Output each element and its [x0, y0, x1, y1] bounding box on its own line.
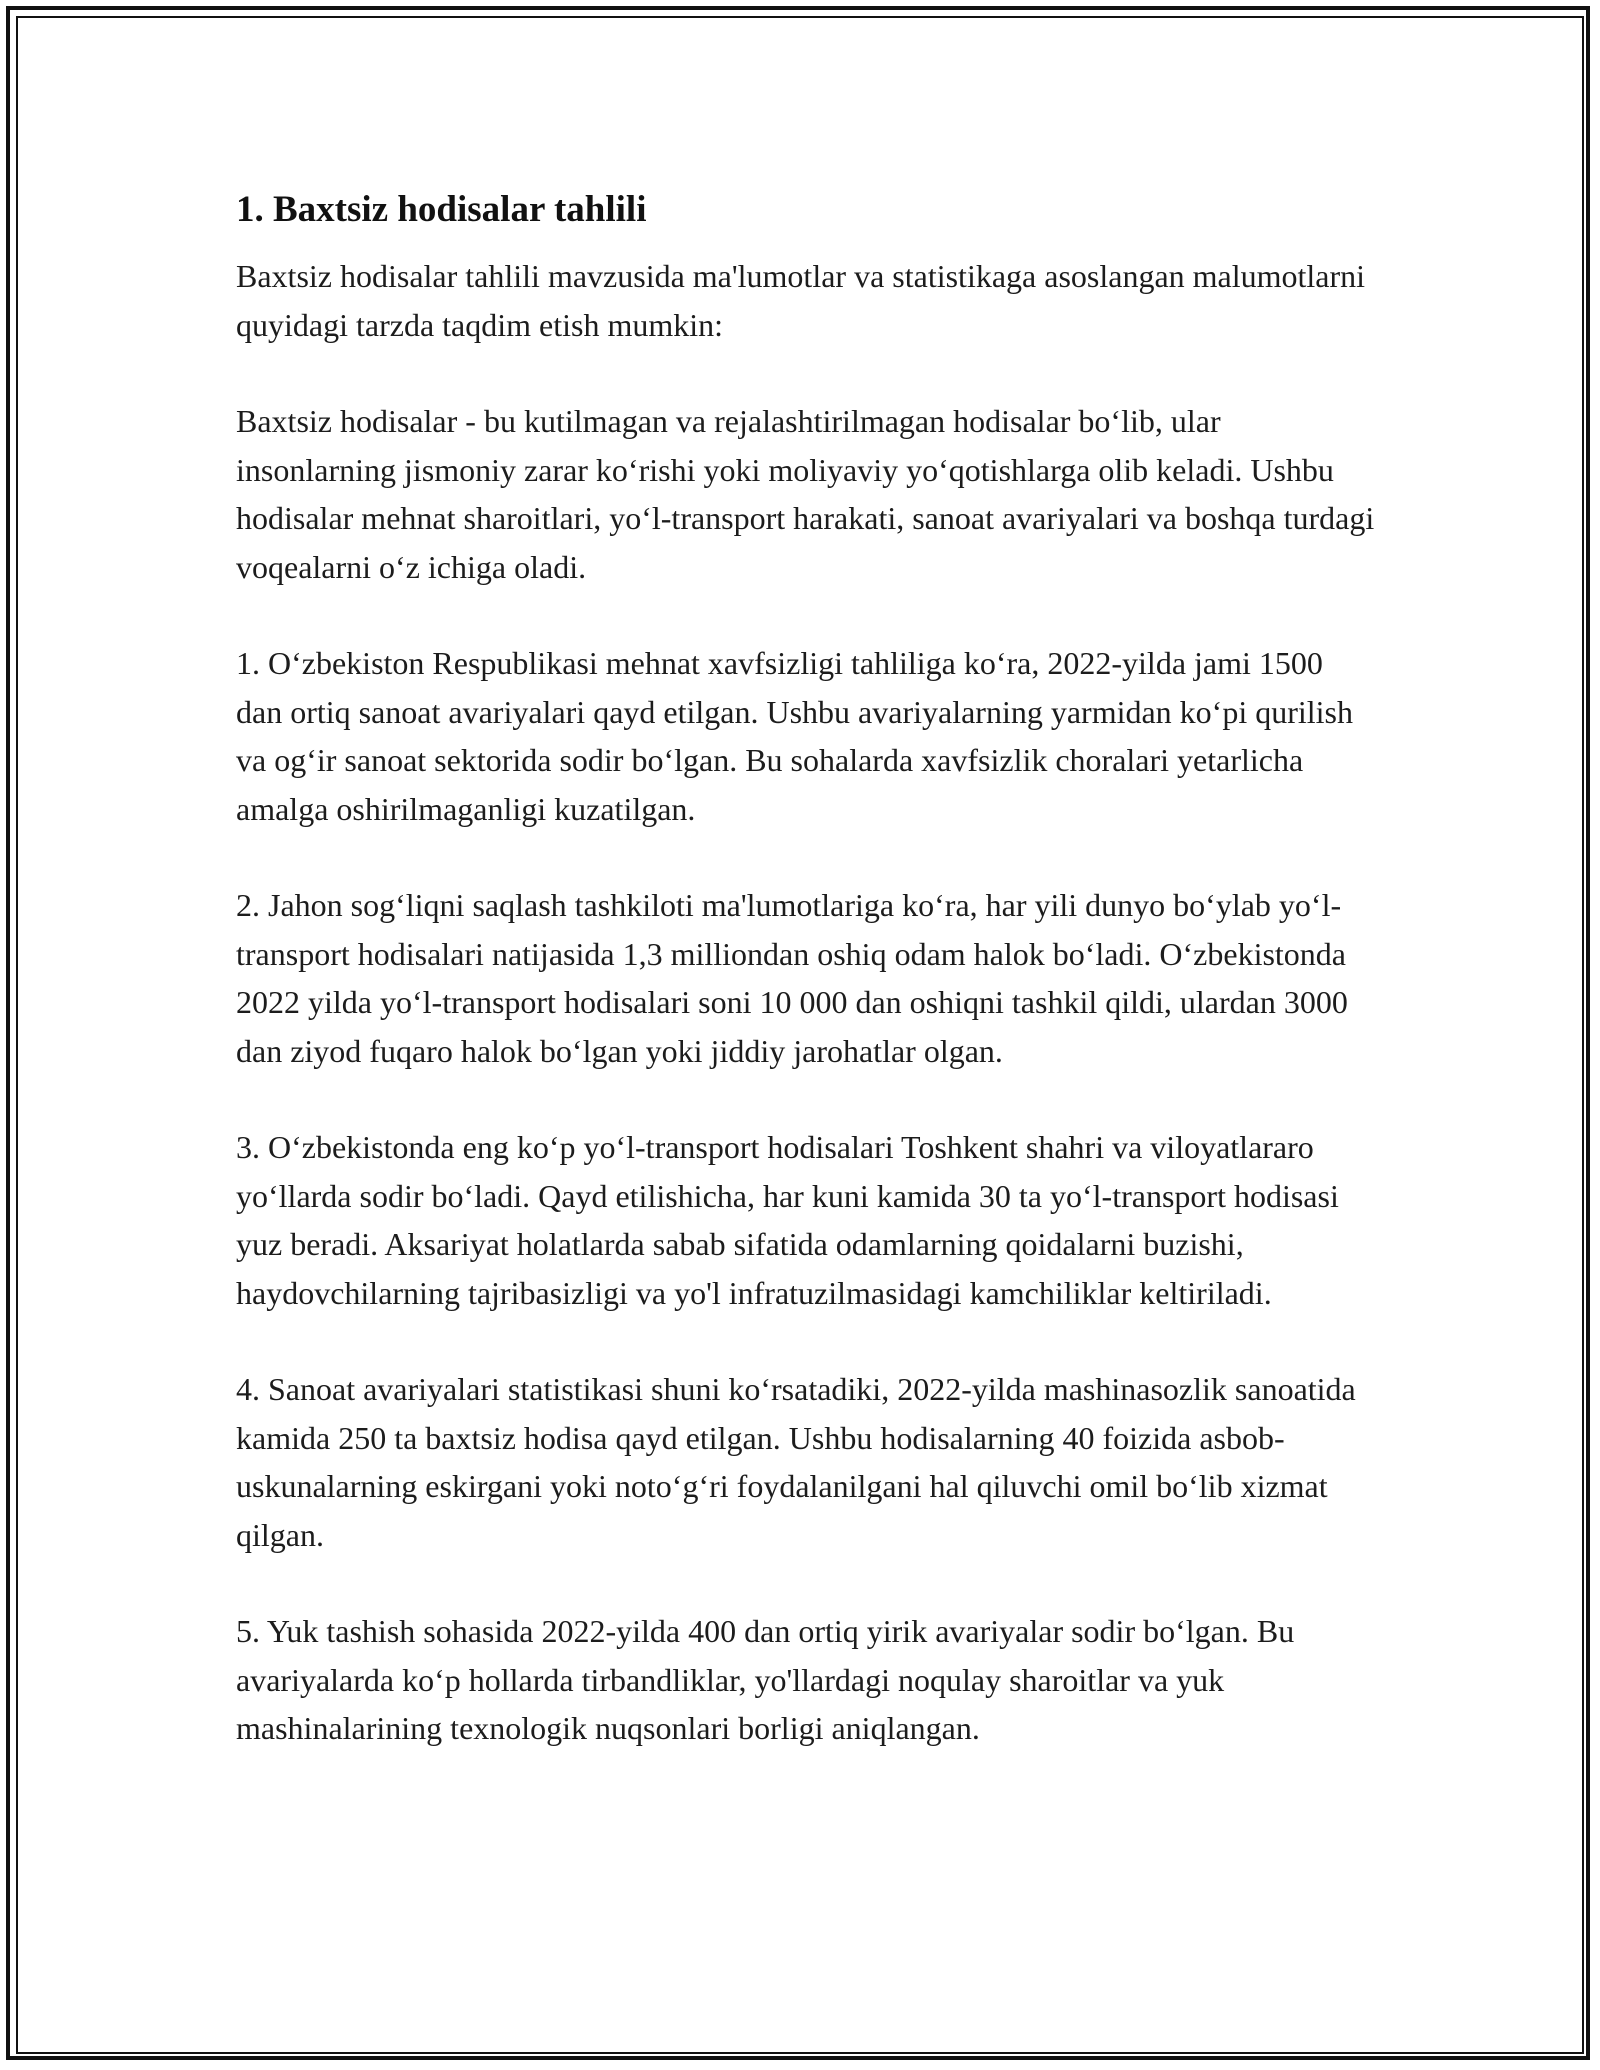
numbered-paragraph-3: 3. O‘zbekistonda eng ko‘p yo‘l-transport hodisalari Toshkent shahri va viloyatlararo yo‘llarda sodir bo‘ladi. Qayd etilishicha, har kuni kamida 30 ta yo‘l-transport hodisasi yuz beradi. Aksariyat holatlarda sabab sifatida odamlarning qoidalarni buzishi, haydovchilarning tajribasizligi va yo'l infratuzilmasidagi kamchiliklar keltiriladi.: [236, 1129, 1339, 1311]
definition-paragraph: Baxtsiz hodisalar - bu kutilmagan va rejalashtirilmagan hodisalar bo‘lib, ular insonlarning jismoniy zarar ko‘rishi yoki moliyaviy yo‘qotishlarga olib keladi. Ushbu hodisalar mehnat sharoitlari, yo‘l-transport harakati, sanoat avariyalari va boshqa turdagi voqealarni o‘z ichiga oladi.: [236, 403, 1375, 585]
intro-paragraph: Baxtsiz hodisalar tahlili mavzusida ma'lumotlar va statistikaga asoslangan malumotlarni quyidagi tarzda taqdim etish mumkin:: [236, 258, 1366, 343]
numbered-paragraph-5: 5. Yuk tashish sohasida 2022-yilda 400 dan ortiq yirik avariyalar sodir bo‘lgan. Bu avariyalarda ko‘p hollarda tirbandliklar, yo'llardagi noqulay sharoitlar va yuk mashinalarining texnologik nuqsonlari borligi aniqlangan.: [236, 1613, 1295, 1746]
numbered-paragraph-2: 2. Jahon sog‘liqni saqlash tashkiloti ma'lumotlariga ko‘ra, har yili dunyo bo‘ylab yo‘l-transport hodisalari natijasida 1,3 milliondan oshiq odam halok bo‘ladi. O‘zbekistonda 2022 yilda yo‘l-transport hodisalari soni 10 000 dan oshiqni tashkil qildi, ulardan 3000 dan ziyod fuqaro halok bo‘lgan yoki jiddiy jarohatlar olgan.: [236, 887, 1348, 1069]
document-body: [236, 186, 1376, 1801]
numbered-paragraph-1: 1. O‘zbekiston Respublikasi mehnat xavfsizligi tahliliga ko‘ra, 2022-yilda jami 1500 dan ortiq sanoat avariyalari qayd etilgan. Ushbu avariyalarning yarmidan ko‘pi qurilish va og‘ir sanoat sektorida sodir bo‘lgan. Bu sohalarda xavfsizlik choralari yetarlicha amalga oshirilmaganligi kuzatilgan.: [236, 645, 1353, 827]
section-heading: 1. Baxtsiz hodisalar tahlili: [236, 189, 647, 230]
numbered-paragraph-4: 4. Sanoat avariyalari statistikasi shuni ko‘rsatadiki, 2022-yilda mashinasozlik sanoatida kamida 250 ta baxtsiz hodisa qayd etilgan. Ushbu hodisalarning 40 foizida asbob-uskunalarning eskirgani yoki noto‘g‘ri foydalanilgani hal qiluvchi omil bo‘lib xizmat qilgan.: [236, 1371, 1356, 1553]
